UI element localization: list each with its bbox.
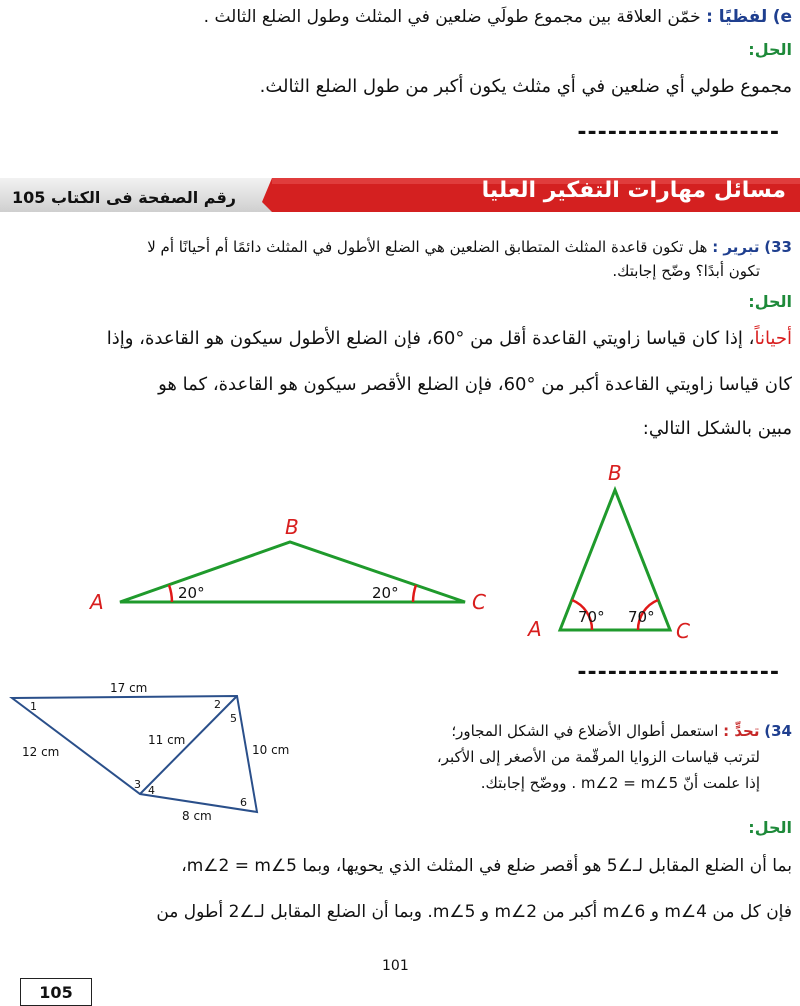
page-number-center: 101	[382, 958, 409, 974]
q34-line1-row	[302, 718, 792, 744]
page-number-box: 105	[20, 978, 92, 1006]
q34-line2: لترتب قياسات الزوايا المرقّمة من الأصغر إلى الأكبر،	[436, 748, 760, 766]
angle-arc-C1	[413, 585, 416, 602]
vertex-A1: A	[90, 590, 104, 614]
answer-e: مجموع طولي أي ضلعين في أي مثلث يكون أكبر من طول الضلع الثالث.	[259, 76, 792, 97]
q34-question	[302, 718, 792, 796]
part-e-question	[8, 6, 792, 28]
side-diagonal-label: 11 cm	[148, 733, 186, 747]
q33-answer-line3: مبين بالشكل التالي:	[642, 418, 792, 439]
triangle-figure-1	[80, 512, 500, 622]
angle-arc-A1	[169, 585, 172, 602]
q34-number: 34)	[764, 722, 792, 740]
angle-6-label: 6	[240, 796, 247, 809]
q33-number: 33)	[764, 238, 792, 256]
vertex-C1: C	[472, 590, 486, 614]
angle-5-label: 5	[230, 712, 237, 725]
q34-line1: استعمل أطوال الأضلاع في الشكل المجاور؛	[451, 722, 719, 740]
section-page-ref: رقم الصفحة فى الكتاب 105	[12, 188, 237, 207]
q33-solution-label: الحل:	[748, 292, 792, 311]
angle-3-label: 3	[134, 778, 141, 791]
q33-answer-word: أحياناً	[754, 328, 792, 349]
quadrilateral-figure	[0, 676, 300, 826]
angle-label-C1: 20°	[372, 584, 399, 602]
vertex-C2: C	[676, 619, 690, 640]
angle-1-label: 1	[30, 700, 37, 713]
q33-answer-line1-text: ، إذا كان قياسا زاويتي القاعدة أقل من °60، فإن الضلع الأطول سيكون هو القاعدة، وإذا	[106, 328, 755, 349]
angle-4-label: 4	[148, 784, 155, 797]
angle-2-label: 2	[214, 698, 221, 711]
q33-answer-line2: كان قياسا زاويتي القاعدة أكبر من °60، فإن الضلع الأقصر سيكون هو القاعدة، كما هو	[158, 374, 792, 395]
angle-label-A2: 70°	[578, 608, 605, 626]
q34-line3: إذا علمت أنّ m∠2 = m∠5 . ووضّح إجابتك.	[480, 774, 760, 792]
part-e-keyword: لفظيًا :	[706, 7, 768, 27]
triangle-figure-2	[520, 460, 720, 640]
part-e-label: e)	[772, 7, 792, 27]
q33-keyword: تبرير :	[712, 238, 760, 256]
q34-answer-line1: بما أن الضلع المقابل لـ∠5 هو أقصر ضلع في المثلث الذي يحويها، وبما m∠2 = m∠5،	[181, 856, 792, 876]
q33-question	[8, 236, 792, 258]
side-right-label: 10 cm	[252, 743, 290, 757]
part-e-text: خمّن العلاقة بين مجموع طولَي ضلعين في المثلث وطول الضلع الثالث .	[203, 7, 701, 27]
q33-line2: تكون أبدًا؟ وضّح إجابتك.	[612, 262, 760, 280]
q34-keyword: تحدٍّ :	[723, 722, 760, 740]
q33-line1: هل تكون قاعدة المثلث المتطابق الضلعين هي الضلع الأطول في المثلث دائمًا أم أحيانًا أم لا	[147, 238, 708, 256]
angle-label-A1: 20°	[178, 584, 205, 602]
solution-label: الحل:	[748, 40, 792, 59]
section-banner	[0, 172, 800, 216]
q34-answer-line2: فإن كل من m∠4 و m∠6 أكبر من m∠2 و m∠5. وبما أن الضلع المقابل لـ∠2 أطول من	[156, 902, 792, 922]
side-left-label: 12 cm	[22, 745, 60, 759]
vertex-A2: A	[528, 617, 542, 640]
vertex-B1: B	[285, 515, 299, 539]
q33-answer-line1	[8, 328, 792, 349]
divider: --------------------	[577, 120, 780, 145]
side-top-label: 17 cm	[110, 681, 148, 695]
angle-label-C2: 70°	[628, 608, 655, 626]
section-title: مسائل مهارات التفكير العليا	[481, 178, 786, 203]
side-bottom-label: 8 cm	[182, 809, 212, 823]
vertex-B2: B	[608, 461, 622, 485]
divider-2: --------------------	[577, 660, 780, 685]
q34-solution-label: الحل:	[748, 818, 792, 837]
